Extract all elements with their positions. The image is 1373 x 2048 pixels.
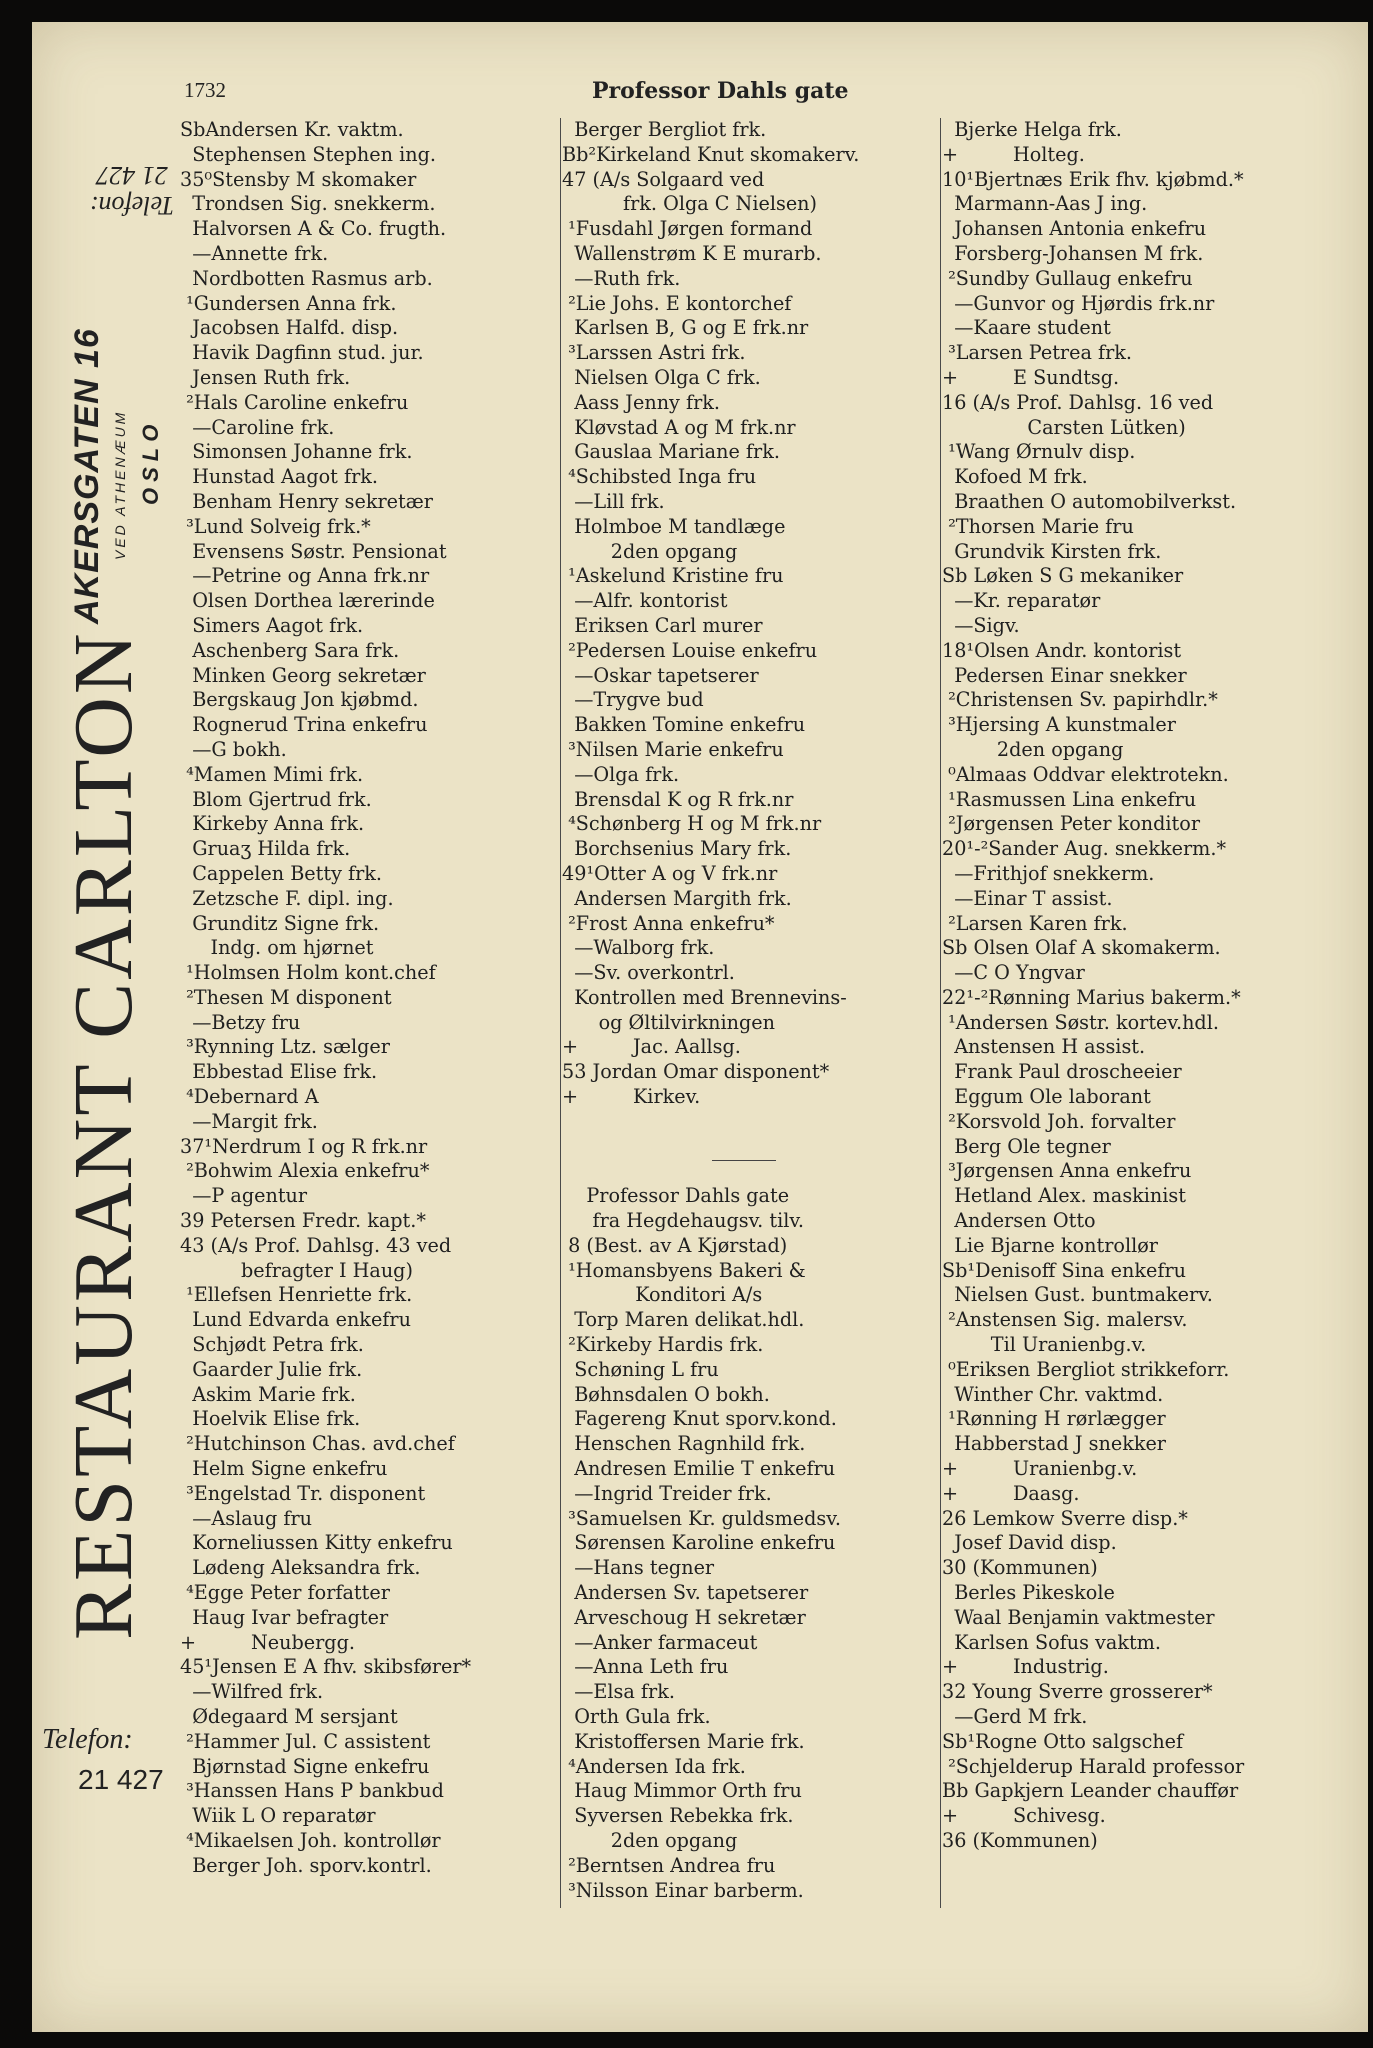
directory-entry: Bergskaug Jon kjøbmd. bbox=[180, 688, 419, 712]
directory-entry: —Wilfred frk. bbox=[180, 1680, 324, 1704]
directory-entry: Stephensen Stephen ing. bbox=[180, 142, 436, 166]
directory-entry: Bb²Kirkeland Knut skomakerv. bbox=[562, 142, 860, 166]
directory-entry: Carsten Lütken) bbox=[942, 415, 1186, 439]
directory-entry: 37¹Nerdrum I og R frk.nr bbox=[180, 1134, 428, 1158]
directory-entry: —G bokh. bbox=[180, 737, 287, 761]
directory-entry: + Daasg. bbox=[942, 1481, 1080, 1505]
directory-entry: ²Korsvold Joh. forvalter bbox=[942, 1109, 1176, 1133]
advert-ved: VED ATHENÆUM bbox=[112, 409, 128, 560]
column-3 bbox=[942, 118, 1362, 1854]
directory-entry: Lie Bjarne kontrollør bbox=[942, 1233, 1158, 1257]
directory-entry: ²Kirkeby Hardis frk. bbox=[562, 1333, 764, 1357]
directory-entry: —Ruth frk. bbox=[562, 266, 681, 290]
directory-entry: —Aslaug fru bbox=[180, 1506, 313, 1530]
directory-entry: —Gerd M frk. bbox=[942, 1705, 1088, 1728]
directory-entry: Nielsen Olga C frk. bbox=[562, 365, 761, 389]
directory-entry: + Holteg. bbox=[942, 142, 1085, 166]
directory-entry: ⁴Egge Peter forfatter bbox=[180, 1581, 390, 1605]
directory-entry: Blom Gjertrud frk. bbox=[180, 787, 372, 811]
directory-entry: ²Bohwim Alexia enkefru* bbox=[180, 1159, 430, 1183]
directory-entry: + Schivesg. bbox=[942, 1804, 1106, 1828]
directory-entry: Sb Løken S G mekaniker bbox=[942, 564, 1184, 588]
directory-entry: —Ingrid Treider frk. bbox=[562, 1481, 772, 1505]
directory-entry: Indg. om hjørnet bbox=[180, 936, 374, 960]
directory-entry: Hetland Alex. maskinist bbox=[942, 1184, 1186, 1208]
directory-entry: Havik Dagfinn stud. jur. bbox=[180, 341, 424, 365]
directory-entry: Kløvstad A og M frk.nr bbox=[562, 415, 796, 439]
directory-entry: ¹Wang Ørnulv disp. bbox=[942, 440, 1136, 464]
directory-entry: 2den opgang bbox=[562, 1828, 738, 1852]
directory-entry: ²Anstensen Sig. malersv. bbox=[942, 1308, 1188, 1332]
directory-entry: ³Larssen Astri frk. bbox=[562, 341, 746, 365]
directory-entry: —Caroline frk. bbox=[180, 415, 335, 439]
page-number: 1732 bbox=[184, 78, 226, 102]
directory-entry: —Kaare student bbox=[942, 316, 1111, 340]
advert-restaurant-name: RESTAURANT CARLTON bbox=[57, 630, 150, 1640]
advert-telefon-top-label: Telefon: bbox=[89, 191, 175, 220]
directory-entry: Olsen Dorthea lærerinde bbox=[180, 589, 435, 613]
directory-entry: Gruaʒ Hilda frk. bbox=[180, 837, 351, 861]
directory-entry: Simers Aagot frk. bbox=[180, 613, 364, 637]
directory-entry: ³Engelstad Tr. disponent bbox=[180, 1481, 426, 1505]
directory-entry: Marmann-Aas J ing. bbox=[942, 192, 1148, 216]
directory-entry: Til Uranienbg.v. bbox=[942, 1333, 1147, 1357]
directory-entry: ¹Homansbyens Bakeri & bbox=[562, 1258, 806, 1282]
directory-entry: ²Jørgensen Peter konditor bbox=[942, 812, 1200, 836]
directory-entry: ²Berntsen Andrea fru bbox=[562, 1853, 776, 1877]
directory-entry: Habberstad J snekker bbox=[942, 1432, 1166, 1456]
directory-entry: + E Sundtsg. bbox=[942, 365, 1120, 389]
directory-entry: —Hans tegner bbox=[562, 1556, 715, 1580]
directory-entry: Borchsenius Mary frk. bbox=[562, 837, 792, 861]
directory-entry: Kirkeby Anna frk. bbox=[180, 812, 365, 836]
directory-entry: Lødeng Aleksandra frk. bbox=[180, 1556, 421, 1580]
directory-entry: Sørensen Karoline enkefru bbox=[562, 1531, 836, 1555]
directory-entry: Karlsen B, G og E frk.nr bbox=[562, 316, 809, 340]
directory-entry: ²Thesen M disponent bbox=[180, 985, 392, 1009]
directory-entry: Ebbestad Elise frk. bbox=[180, 1060, 378, 1084]
directory-entry: Orth Gula frk. bbox=[562, 1705, 711, 1728]
directory-entry: ²Pedersen Louise enkefru bbox=[562, 638, 818, 662]
directory-entry: Brensdal K og R frk.nr bbox=[562, 787, 794, 811]
directory-entry: Wiik L O reparatør bbox=[180, 1804, 376, 1828]
directory-entry: Bjerke Helga frk. bbox=[942, 118, 1122, 141]
directory-entry: Kontrollen med Brennevins- bbox=[562, 985, 847, 1009]
directory-entry: ³Samuelsen Kr. guldsmedsv. bbox=[562, 1506, 841, 1530]
directory-entry: 18¹Olsen Andr. kontorist bbox=[942, 638, 1182, 662]
directory-entry: —Lill frk. bbox=[562, 489, 665, 513]
directory-entry: ¹Rasmussen Lina enkefru bbox=[942, 787, 1197, 811]
directory-entry: Bb Gapkjern Leander chauffør bbox=[942, 1779, 1239, 1803]
directory-entry: ¹Holmsen Holm kont.chef bbox=[180, 961, 436, 985]
directory-entry: ²Larsen Karen frk. bbox=[942, 911, 1128, 935]
directory-entry: Cappelen Betty frk. bbox=[180, 861, 383, 885]
directory-entry: 36 (Kommunen) bbox=[942, 1828, 1098, 1852]
directory-entry: + Neubergg. bbox=[180, 1630, 355, 1654]
directory-entry: + Industrig. bbox=[942, 1655, 1109, 1679]
directory-entry: —Oskar tapetserer bbox=[562, 663, 759, 687]
directory-entry: Haug Ivar befragter bbox=[180, 1605, 389, 1629]
directory-entry: ³Nilsen Marie enkefru bbox=[562, 737, 784, 761]
directory-entry: ³Rynning Ltz. sælger bbox=[180, 1035, 390, 1059]
directory-entry: ²Hutchinson Chas. avd.chef bbox=[180, 1432, 455, 1456]
column-1 bbox=[180, 118, 580, 1879]
directory-entry: Anstensen H assist. bbox=[942, 1035, 1146, 1059]
directory-entry: 53 Jordan Omar disponent* bbox=[562, 1060, 830, 1084]
directory-entry: Sb¹Rogne Otto salgschef bbox=[942, 1729, 1184, 1753]
advert-address: AKERSGATEN 16 bbox=[68, 328, 106, 624]
directory-entry: ⁴Debernard A bbox=[180, 1085, 319, 1109]
directory-entry: Hunstad Aagot frk. bbox=[180, 465, 378, 489]
directory-entry: ⁴Schønberg H og M frk.nr bbox=[562, 812, 822, 836]
directory-entry: Haug Mimmor Orth fru bbox=[562, 1779, 802, 1803]
directory-entry: Jacobsen Halfd. disp. bbox=[180, 316, 399, 340]
directory-entry: Johansen Antonia enkefru bbox=[942, 217, 1207, 241]
directory-entry: —Walborg frk. bbox=[562, 936, 715, 960]
directory-entry: Minken Georg sekretær bbox=[180, 663, 426, 687]
directory-entry: Askim Marie frk. bbox=[180, 1382, 356, 1406]
directory-entry: Wallenstrøm K E murarb. bbox=[562, 241, 822, 265]
directory-entry: ²Lie Johs. E kontorchef bbox=[562, 291, 792, 315]
directory-entry: ³Lund Solveig frk.* bbox=[180, 514, 371, 538]
directory-entry: Sb¹Denisoff Sina enkefru bbox=[942, 1258, 1186, 1282]
directory-entry: ³Jørgensen Anna enkefru bbox=[942, 1159, 1192, 1183]
directory-entry: Eggum Ole laborant bbox=[942, 1085, 1151, 1109]
directory-entry: Helm Signe enkefru bbox=[180, 1457, 388, 1481]
directory-entry: ¹Andersen Søstr. kortev.hdl. bbox=[942, 1010, 1219, 1034]
directory-entry bbox=[562, 1135, 974, 1160]
directory-entry: ³Hjersing A kunstmaler bbox=[942, 713, 1176, 737]
directory-entry: Eriksen Carl murer bbox=[562, 613, 763, 637]
directory-entry: ¹Fusdahl Jørgen formand bbox=[562, 217, 813, 241]
directory-entry: Torp Maren delikat.hdl. bbox=[562, 1308, 805, 1332]
directory-entry: —Sigv. bbox=[942, 613, 1020, 637]
directory-entry: 39 Petersen Fredr. kapt.* bbox=[180, 1209, 426, 1233]
directory-entry: Berger Bergliot frk. bbox=[562, 118, 767, 141]
directory-entry: Nordbotten Rasmus arb. bbox=[180, 266, 433, 290]
directory-entry: ⁴Andersen Ida frk. bbox=[562, 1754, 746, 1778]
directory-entry: Benham Henry sekretær bbox=[180, 489, 433, 513]
directory-entry: ⁰Eriksen Bergliot strikkeforr. bbox=[942, 1357, 1230, 1381]
directory-entry: 49¹Otter A og V frk.nr bbox=[562, 861, 778, 885]
directory-entry: Ødegaard M sersjant bbox=[180, 1705, 398, 1728]
directory-entry: —P agentur bbox=[180, 1184, 308, 1208]
directory-entry: ³Larsen Petrea frk. bbox=[942, 341, 1132, 365]
directory-entry: 8 (Best. av A Kjørstad) bbox=[562, 1233, 788, 1257]
directory-entry: Fagereng Knut sporv.kond. bbox=[562, 1407, 837, 1431]
directory-entry: Simonsen Johanne frk. bbox=[180, 440, 413, 464]
directory-entry: Forsberg-Johansen M frk. bbox=[942, 241, 1204, 265]
directory-entry: Rognerud Trina enkefru bbox=[180, 713, 428, 737]
directory-entry: 2den opgang bbox=[562, 539, 738, 563]
directory-entry: —Gunvor og Hjørdis frk.nr bbox=[942, 291, 1215, 315]
directory-entry: Bøhnsdalen O bokh. bbox=[562, 1382, 770, 1406]
directory-entry: Andresen Emilie T enkefru bbox=[562, 1457, 836, 1481]
directory-entry: ⁰Almaas Oddvar elektrotekn. bbox=[942, 762, 1229, 786]
directory-entry: 22¹-²Rønning Marius bakerm.* bbox=[942, 985, 1241, 1009]
directory-entry: Konditori A/s bbox=[562, 1283, 763, 1307]
directory-entry: ⁴Mamen Mimi frk. bbox=[180, 762, 364, 786]
directory-page bbox=[32, 22, 1368, 2032]
directory-entry: Syversen Rebekka frk. bbox=[562, 1804, 794, 1828]
directory-entry: Lund Edvarda enkefru bbox=[180, 1308, 411, 1332]
advert-telefon-top-number: 21 427 bbox=[96, 161, 168, 190]
column-2 bbox=[562, 118, 974, 1903]
advert-city: OSLO bbox=[138, 418, 163, 505]
directory-entry: Grundvik Kirsten frk. bbox=[942, 539, 1162, 563]
advert-telefon-upside-down bbox=[72, 160, 192, 220]
directory-entry: ³Nilsson Einar barberm. bbox=[562, 1878, 804, 1902]
directory-entry: Jensen Ruth frk. bbox=[180, 365, 351, 389]
directory-entry: —Anker farmaceut bbox=[562, 1630, 758, 1654]
directory-entry: Hoelvik Elise frk. bbox=[180, 1407, 361, 1431]
directory-entry: Andersen Margith frk. bbox=[562, 886, 792, 910]
directory-entry: Kofoed M frk. bbox=[942, 465, 1088, 489]
directory-entry: —Trygve bud bbox=[562, 688, 704, 712]
directory-entry: Nielsen Gust. buntmakerv. bbox=[942, 1283, 1213, 1307]
directory-entry: Berger Joh. sporv.kontrl. bbox=[180, 1853, 432, 1877]
directory-entry: fra Hegdehaugsv. tilv. bbox=[562, 1209, 805, 1233]
directory-entry: 2den opgang bbox=[942, 737, 1124, 761]
directory-entry: 16 (A/s Prof. Dahlsg. 16 ved bbox=[942, 390, 1214, 414]
directory-entry: ¹Ellefsen Henriette frk. bbox=[180, 1283, 413, 1307]
directory-entry: —Betzy fru bbox=[180, 1010, 301, 1034]
directory-entry: Karlsen Sofus vaktm. bbox=[942, 1630, 1161, 1654]
directory-entry: ¹Askelund Kristine fru bbox=[562, 564, 784, 588]
directory-entry: Sb Olsen Olaf A skomakerm. bbox=[942, 936, 1221, 960]
directory-entry: —Anna Leth fru bbox=[562, 1655, 729, 1679]
directory-entry: —Einar T assist. bbox=[942, 886, 1113, 910]
page-title: Professor Dahls gate bbox=[592, 78, 849, 104]
directory-entry: Korneliussen Kitty enkefru bbox=[180, 1531, 453, 1555]
directory-entry: ²Frost Anna enkefru* bbox=[562, 911, 775, 935]
directory-entry: Schjødt Petra frk. bbox=[180, 1333, 364, 1357]
directory-entry bbox=[562, 1159, 974, 1184]
directory-entry: 35⁰Stensby M skomaker bbox=[180, 167, 417, 191]
directory-entry: Pedersen Einar snekker bbox=[942, 663, 1187, 687]
directory-entry: 43 (A/s Prof. Dahlsg. 43 ved bbox=[180, 1233, 452, 1257]
directory-entry: Bjørnstad Signe enkefru bbox=[180, 1754, 430, 1778]
directory-entry: Professor Dahls gate bbox=[562, 1184, 790, 1208]
directory-entry: Josef David disp. bbox=[942, 1531, 1117, 1555]
directory-entry: + Jac. Aallsg. bbox=[562, 1035, 741, 1059]
directory-entry: ²Schjelderup Harald professor bbox=[942, 1754, 1245, 1778]
directory-entry: —Sv. overkontrl. bbox=[562, 961, 735, 985]
directory-entry: Trondsen Sig. snekkerm. bbox=[180, 192, 436, 216]
directory-entry: ²Hals Caroline enkefru bbox=[180, 390, 409, 414]
directory-entry: —Olga frk. bbox=[562, 762, 680, 786]
directory-entry: ²Christensen Sv. papirhdlr.* bbox=[942, 688, 1218, 712]
directory-entry: ⁴Schibsted Inga fru bbox=[562, 465, 757, 489]
directory-entry: Andersen Sv. tapetserer bbox=[562, 1581, 809, 1605]
directory-entry: + Kirkev. bbox=[562, 1085, 701, 1109]
directory-entry: —Kr. reparatør bbox=[942, 589, 1101, 613]
directory-entry: Braathen O automobilverkst. bbox=[942, 489, 1237, 513]
directory-entry: —Alfr. kontorist bbox=[562, 589, 728, 613]
directory-entry: —Frithjof snekkerm. bbox=[942, 861, 1155, 885]
directory-entry: ⁴Mikaelsen Joh. kontrollør bbox=[180, 1828, 441, 1852]
directory-entry: —Annette frk. bbox=[180, 241, 329, 265]
directory-entry: Gauslaa Mariane frk. bbox=[562, 440, 780, 464]
directory-entry: —C O Yngvar bbox=[942, 961, 1085, 985]
directory-entry: Evensens Søstr. Pensionat bbox=[180, 539, 447, 563]
directory-entry: befragter I Haug) bbox=[180, 1258, 413, 1282]
directory-entry: Arveschoug H sekretær bbox=[562, 1605, 806, 1629]
directory-entry: Schøning L fru bbox=[562, 1357, 719, 1381]
directory-entry: Bakken Tomine enkefru bbox=[562, 713, 806, 737]
directory-entry bbox=[562, 1110, 974, 1135]
directory-entry: Kristoffersen Marie frk. bbox=[562, 1729, 805, 1753]
directory-entry: ¹Rønning H rørlægger bbox=[942, 1407, 1166, 1431]
directory-entry: Frank Paul droscheeier bbox=[942, 1060, 1182, 1084]
directory-entry: Zetzsche F. dipl. ing. bbox=[180, 886, 394, 910]
directory-entry: Holmboe M tandlæge bbox=[562, 514, 786, 538]
directory-entry: Henschen Ragnhild frk. bbox=[562, 1432, 806, 1456]
directory-entry: Halvorsen A & Co. frugth. bbox=[180, 217, 447, 241]
directory-entry: —Petrine og Anna frk.nr bbox=[180, 564, 430, 588]
directory-entry: 32 Young Sverre grosserer* bbox=[942, 1680, 1213, 1704]
directory-entry: 20¹-²Sander Aug. snekkerm.* bbox=[942, 837, 1227, 861]
directory-entry: 45¹Jensen E A fhv. skibsfører* bbox=[180, 1655, 472, 1679]
directory-entry: ³Hanssen Hans P bankbud bbox=[180, 1779, 444, 1803]
directory-entry: ¹Gundersen Anna frk. bbox=[180, 291, 397, 315]
directory-entry: 26 Lemkow Sverre disp.* bbox=[942, 1506, 1188, 1530]
directory-entry: frk. Olga C Nielsen) bbox=[562, 192, 818, 216]
advert-telefon-label: Telefon: bbox=[42, 1724, 133, 1755]
directory-entry: —Elsa frk. bbox=[562, 1680, 675, 1704]
directory-entry: Gaarder Julie frk. bbox=[180, 1357, 363, 1381]
advert-telefon-number: 21 427 bbox=[78, 1764, 164, 1795]
directory-entry: SbAndersen Kr. vaktm. bbox=[180, 118, 404, 141]
directory-entry: Winther Chr. vaktmd. bbox=[942, 1382, 1164, 1406]
directory-entry: —Margit frk. bbox=[180, 1109, 318, 1133]
directory-entry: 30 (Kommunen) bbox=[942, 1556, 1098, 1580]
directory-entry: Aschenberg Sara frk. bbox=[180, 638, 400, 662]
directory-entry: Berg Ole tegner bbox=[942, 1134, 1111, 1158]
directory-entry: + Uranienbg.v. bbox=[942, 1457, 1138, 1481]
directory-entry: Aass Jenny frk. bbox=[562, 390, 720, 414]
directory-entry: 47 (A/s Solgaard ved bbox=[562, 167, 765, 191]
directory-entry: ²Thorsen Marie fru bbox=[942, 514, 1134, 538]
directory-entry: Andersen Otto bbox=[942, 1209, 1096, 1233]
directory-entry: ²Sundby Gullaug enkefru bbox=[942, 266, 1193, 290]
directory-entry: Waal Benjamin vaktmester bbox=[942, 1605, 1215, 1629]
directory-entry: ²Hammer Jul. C assistent bbox=[180, 1729, 431, 1753]
directory-entry: og Øltilvirkningen bbox=[562, 1010, 776, 1034]
directory-entry: 10¹Bjertnæs Erik fhv. kjøbmd.* bbox=[942, 167, 1244, 191]
directory-entry: Berles Pikeskole bbox=[942, 1581, 1115, 1605]
directory-entry: Grunditz Signe frk. bbox=[180, 911, 380, 935]
